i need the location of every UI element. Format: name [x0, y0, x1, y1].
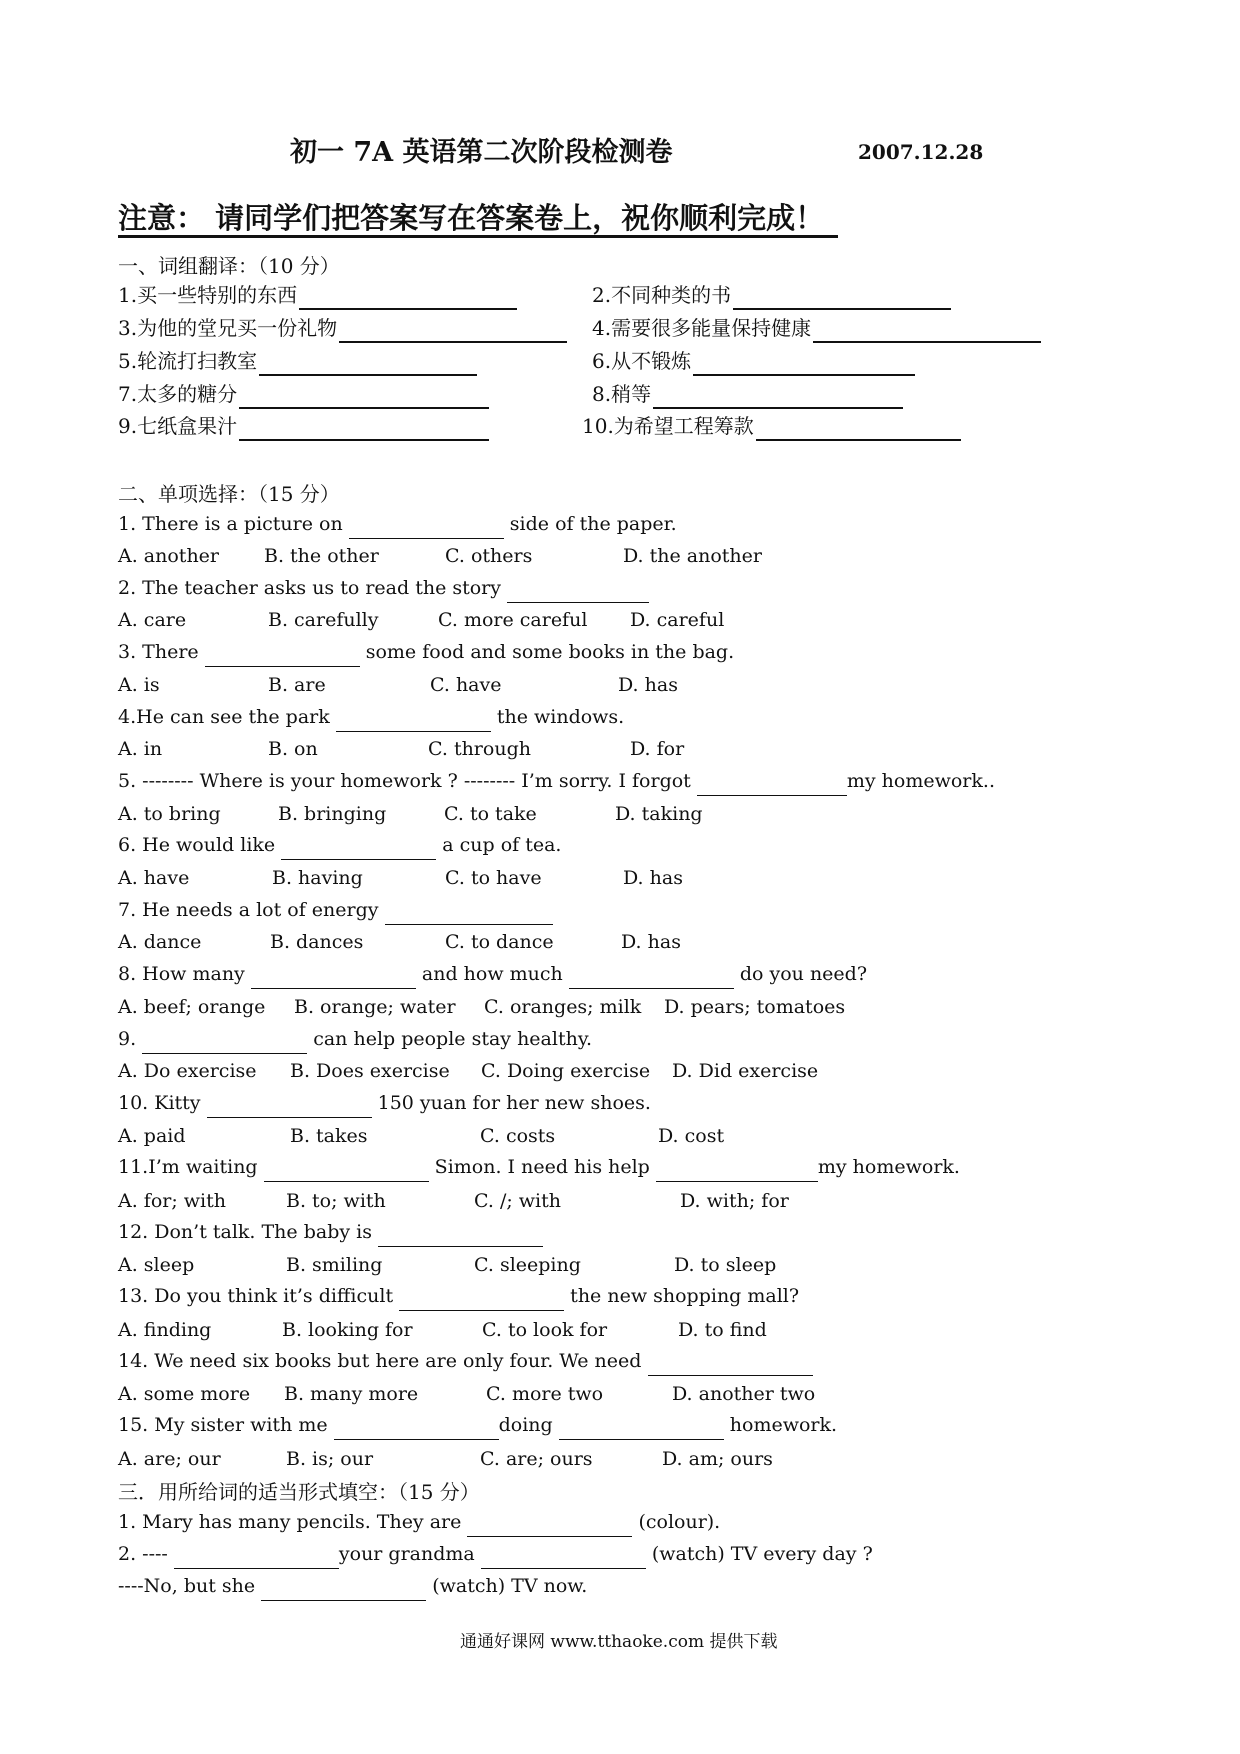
question-text: can help people stay healthy.	[307, 1028, 593, 1050]
answer-blank	[693, 352, 915, 376]
question-text: and how much	[415, 963, 569, 985]
answer-blank	[259, 352, 477, 376]
answer-blank	[261, 1580, 426, 1601]
option-b: B. orange; water	[294, 996, 456, 1018]
option-d: D. for	[630, 738, 685, 760]
option-b: B. Does exercise	[290, 1060, 450, 1082]
option-c: C. others	[445, 545, 533, 567]
option-a: A. beef; orange	[118, 996, 266, 1018]
question-text: homework.	[723, 1414, 838, 1436]
notice-underline	[118, 235, 838, 238]
translation-item-6	[592, 346, 915, 376]
answer-blank	[559, 1419, 724, 1440]
question-text: 4.He can see the park	[118, 706, 336, 728]
question-text: your grandma	[338, 1543, 481, 1565]
option-b: B. smiling	[286, 1254, 383, 1276]
option-a: A. paid	[118, 1125, 186, 1147]
answer-blank	[349, 518, 504, 539]
question-text: 5. -------- Where is your homework ? -------- I’m sorry. I forgot	[118, 770, 697, 792]
question-text: 9.	[118, 1028, 143, 1050]
question-text: 1. There is a picture on	[118, 513, 349, 535]
option-d: D. careful	[630, 609, 725, 631]
answer-blank	[239, 385, 489, 409]
question-6	[118, 830, 561, 860]
answer-blank	[656, 1161, 818, 1182]
option-b: B. carefully	[268, 609, 379, 631]
answer-blank	[378, 1226, 543, 1247]
option-a: A. for; with	[118, 1190, 227, 1212]
answer-blank	[142, 1033, 307, 1054]
question-15	[118, 1410, 837, 1440]
question-text: a cup of tea.	[436, 834, 562, 856]
translation-label: 7.太多的糖分	[118, 382, 238, 406]
answer-blank	[507, 582, 649, 603]
answer-blank	[251, 968, 416, 989]
question-13	[118, 1281, 799, 1311]
option-c: C. oranges; milk	[484, 996, 642, 1018]
question-4	[118, 702, 624, 732]
option-c: C. /; with	[474, 1190, 561, 1212]
question-text: 8. How many	[118, 963, 251, 985]
option-b: B. on	[268, 738, 318, 760]
question-text: 15. My sister with me	[118, 1414, 334, 1436]
option-d: D. the another	[623, 545, 762, 567]
fill-line-1	[118, 1507, 720, 1537]
option-c: C. sleeping	[474, 1254, 581, 1276]
answer-blank	[336, 711, 491, 732]
question-text: (watch) TV every day ?	[645, 1543, 873, 1565]
option-d: D. am; ours	[662, 1448, 773, 1470]
answer-blank	[481, 1548, 646, 1569]
question-text: side of the paper.	[503, 513, 677, 535]
option-d: D. to sleep	[674, 1254, 777, 1276]
option-b: B. the other	[264, 545, 379, 567]
answer-blank	[339, 319, 567, 343]
option-d: D. has	[623, 867, 683, 889]
answer-blank	[281, 839, 436, 860]
option-d: D. another two	[672, 1383, 816, 1405]
question-12	[118, 1217, 543, 1247]
part2-heading: 二、单项选择：（15 分）	[118, 482, 340, 506]
option-b: B. bringing	[278, 803, 387, 825]
question-11	[118, 1152, 960, 1182]
exam-title: 初一 7A 英语第二次阶段检测卷	[290, 137, 673, 168]
option-a: A. have	[118, 867, 190, 889]
answer-blank	[813, 319, 1041, 343]
question-text: my homework.	[817, 1156, 960, 1178]
question-text: 3. There	[118, 641, 205, 663]
option-a: A. to bring	[118, 803, 221, 825]
option-a: A. finding	[118, 1319, 212, 1341]
option-a: A. some more	[118, 1383, 251, 1405]
option-d: D. to find	[678, 1319, 767, 1341]
option-d: D. taking	[615, 803, 703, 825]
translation-item-10	[582, 411, 961, 441]
answer-blank	[733, 286, 951, 310]
question-text: 14. We need six books but here are only four. We need	[118, 1350, 648, 1372]
option-d: D. with; for	[680, 1190, 789, 1212]
question-text: doing	[498, 1414, 559, 1436]
part1-heading: 一、词组翻译：（10 分）	[118, 254, 340, 278]
question-text: some food and some books in the bag.	[359, 641, 735, 663]
translation-item-1	[118, 280, 517, 310]
option-b: B. having	[272, 867, 363, 889]
question-text: 13. Do you think it’s difficult	[118, 1285, 400, 1307]
option-d: D. Did exercise	[672, 1060, 819, 1082]
fill-line-3	[118, 1571, 587, 1601]
option-a: A. is	[118, 674, 160, 696]
option-c: C. have	[430, 674, 502, 696]
question-text: 1. Mary has many pencils. They are	[118, 1511, 468, 1533]
option-a: A. dance	[118, 931, 202, 953]
option-c: C. to have	[445, 867, 542, 889]
option-c: C. more two	[486, 1383, 604, 1405]
translation-item-5	[118, 346, 477, 376]
question-3	[118, 637, 734, 667]
option-b: B. to; with	[286, 1190, 386, 1212]
option-b: B. takes	[290, 1125, 368, 1147]
option-c: C. to look for	[482, 1319, 608, 1341]
option-b: B. many more	[284, 1383, 419, 1405]
translation-label: 4.需要很多能量保持健康	[592, 316, 812, 340]
question-text: do you need?	[733, 963, 868, 985]
answer-blank	[207, 1097, 372, 1118]
answer-blank	[205, 646, 360, 667]
question-text: my homework..	[846, 770, 995, 792]
option-c: C. are; ours	[480, 1448, 593, 1470]
translation-label: 5.轮流打扫教室	[118, 349, 258, 373]
page-footer: 通通好课网 www.tthaoke.com 提供下载	[460, 1632, 778, 1652]
question-text: 12. Don’t talk. The baby is	[118, 1221, 378, 1243]
answer-blank	[174, 1548, 339, 1569]
question-2	[118, 573, 649, 603]
notice-line: 注意： 请同学们把答案写在答案卷上，祝你顺利完成！	[118, 201, 825, 235]
answer-blank	[697, 775, 847, 796]
question-14	[118, 1346, 813, 1376]
option-b: B. looking for	[282, 1319, 413, 1341]
answer-blank	[756, 417, 961, 441]
answer-blank	[239, 417, 489, 441]
translation-item-8	[592, 379, 903, 409]
question-text: 2. The teacher asks us to read the story	[118, 577, 508, 599]
answer-blank	[399, 1290, 564, 1311]
question-text: 11.I’m waiting	[118, 1156, 264, 1178]
question-10	[118, 1088, 651, 1118]
translation-label: 9.七纸盒果汁	[118, 414, 238, 438]
translation-item-3	[118, 313, 567, 343]
fill-line-2	[118, 1539, 873, 1569]
question-text: 7. He needs a lot of energy	[118, 899, 385, 921]
translation-label: 6.从不锻炼	[592, 349, 692, 373]
question-1	[118, 509, 677, 539]
exam-date: 2007.12.28	[858, 140, 984, 164]
answer-blank	[648, 1355, 813, 1376]
translation-item-7	[118, 379, 489, 409]
translation-label: 3.为他的堂兄买一份礼物	[118, 316, 338, 340]
answer-blank	[264, 1161, 429, 1182]
part3-heading: 三．用所给词的适当形式填空：（15 分）	[118, 1480, 480, 1504]
option-a: A. another	[118, 545, 220, 567]
option-c: C. through	[428, 738, 531, 760]
option-c: C. Doing exercise	[481, 1060, 651, 1082]
option-a: A. sleep	[118, 1254, 195, 1276]
answer-blank	[569, 968, 734, 989]
translation-item-9	[118, 411, 489, 441]
option-c: C. more careful	[438, 609, 588, 631]
option-d: D. has	[621, 931, 681, 953]
translation-item-2	[592, 280, 951, 310]
option-c: C. costs	[480, 1125, 556, 1147]
question-8	[118, 959, 867, 989]
translation-item-4	[592, 313, 1041, 343]
option-d: D. pears; tomatoes	[664, 996, 846, 1018]
option-b: B. are	[268, 674, 326, 696]
question-text: Simon. I need his help	[428, 1156, 656, 1178]
option-b: B. is; our	[286, 1448, 374, 1470]
question-text: the windows.	[490, 706, 625, 728]
translation-label: 2.不同种类的书	[592, 283, 732, 307]
option-d: D. cost	[658, 1125, 725, 1147]
question-text: 6. He would like	[118, 834, 282, 856]
option-a: A. in	[118, 738, 163, 760]
question-text: the new shopping mall?	[564, 1285, 800, 1307]
question-text: (watch) TV now.	[426, 1575, 588, 1597]
question-text: (colour).	[632, 1511, 721, 1533]
question-text: 2. ----	[118, 1543, 174, 1565]
option-a: A. Do exercise	[118, 1060, 257, 1082]
answer-blank	[653, 385, 903, 409]
question-text: 10. Kitty	[118, 1092, 207, 1114]
question-text: ----No, but she	[118, 1575, 262, 1597]
answer-blank	[334, 1419, 499, 1440]
question-5	[118, 766, 995, 796]
option-a: A. are; our	[118, 1448, 221, 1470]
question-text: 150 yuan for her new shoes.	[371, 1092, 651, 1114]
translation-label: 10.为希望工程筹款	[582, 414, 754, 438]
question-9	[118, 1024, 592, 1054]
question-7	[118, 895, 553, 925]
answer-blank	[299, 286, 517, 310]
option-a: A. care	[118, 609, 187, 631]
answer-blank	[385, 904, 553, 925]
option-d: D. has	[618, 674, 678, 696]
translation-label: 1.买一些特别的东西	[118, 283, 298, 307]
answer-blank	[467, 1516, 632, 1537]
translation-label: 8.稍等	[592, 382, 652, 406]
option-b: B. dances	[270, 931, 364, 953]
option-c: C. to take	[444, 803, 537, 825]
option-c: C. to dance	[445, 931, 554, 953]
